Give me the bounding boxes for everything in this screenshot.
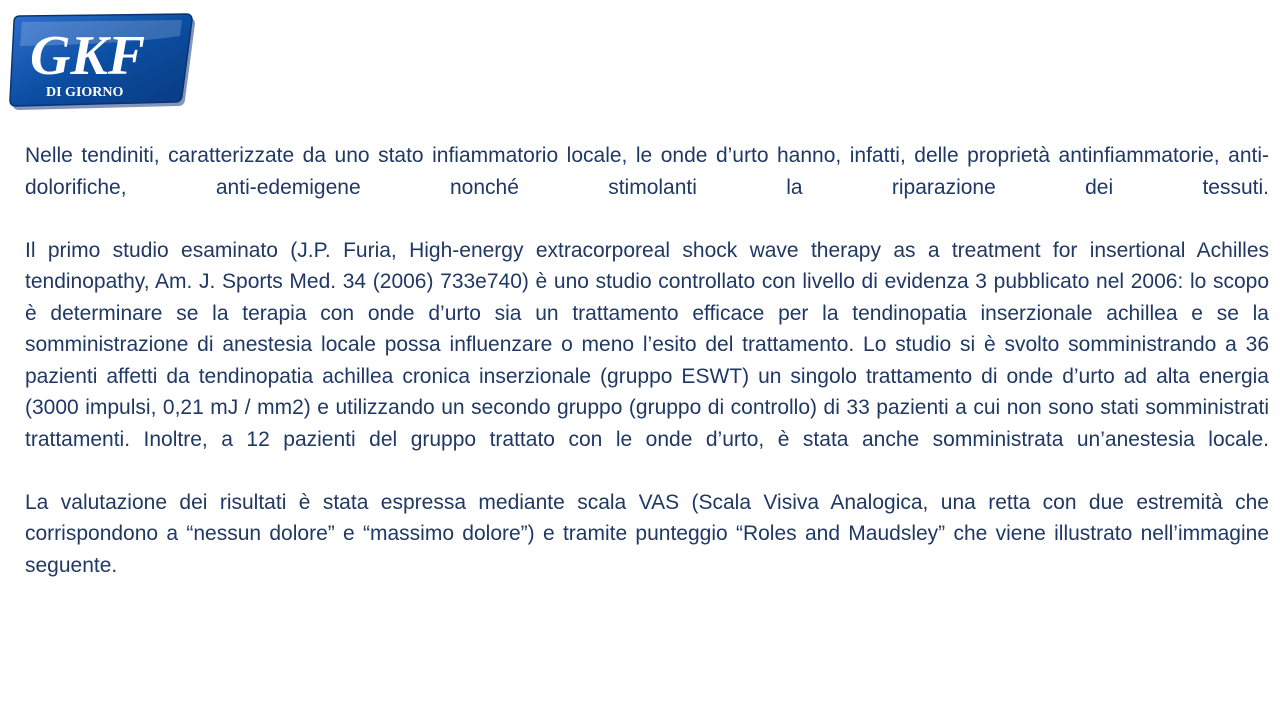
paragraph-gap bbox=[25, 455, 1269, 487]
paragraph-valutazione: La valutazione dei risultati è stata espressa mediante scala VAS (Scala Visiva Analogica, una retta con due estremità che corrispondono a “nessun dolore” e “massimo dolore”) e tramite punteggio “Roles and Maudsley” che viene illustrato nell’immagine seguente. bbox=[25, 490, 1269, 577]
slide-body bbox=[25, 140, 1269, 581]
logo-subtext: DI GIORNO bbox=[46, 85, 124, 100]
paragraph-tendiniti: Nelle tendiniti, caratterizzate da uno stato infiammatorio locale, le onde d’urto hanno, infatti, delle proprietà antinfiammatorie, anti-dolorifiche, anti-edemigene nonché stimolanti la riparazione dei tessuti. bbox=[25, 144, 1269, 199]
logo-monogram: GKF bbox=[30, 25, 146, 87]
paragraph-study: Il primo studio esaminato (J.P. Furia, High-energy extracorporeal shock wave therapy as a treatment for insertional Achilles tendinopathy, Am. J. Sports Med. 34 (2006) 733e740) è uno studio controllato con livello di evidenza 3 pubblicato nel 2006: lo scopo è determinare se la terapia con onde d’urto sia un trattamento efficace per la tendinopatia inserzionale achillea e se la somministrazione di anestesia locale possa influenzare o meno l’esito del trattamento. Lo studio si è svolto somministrando a 36 pazienti affetti da tendinopatia achillea cronica inserzionale (gruppo ESWT) un singolo trattamento di onde d’urto ad alta energia (3000 impulsi, 0,21 mJ / mm2) e utilizzando un secondo gruppo (gruppo di controllo) di 33 pazienti a cui non sono stati somministrati trattamenti. Inoltre, a 12 pazienti del gruppo trattato con le onde d’urto, è stata anche somministrata un’anestesia locale. bbox=[25, 238, 1269, 451]
gkf-logo-graphic bbox=[6, 10, 196, 110]
gkf-logo bbox=[6, 10, 196, 110]
paragraph-gap bbox=[25, 203, 1269, 235]
